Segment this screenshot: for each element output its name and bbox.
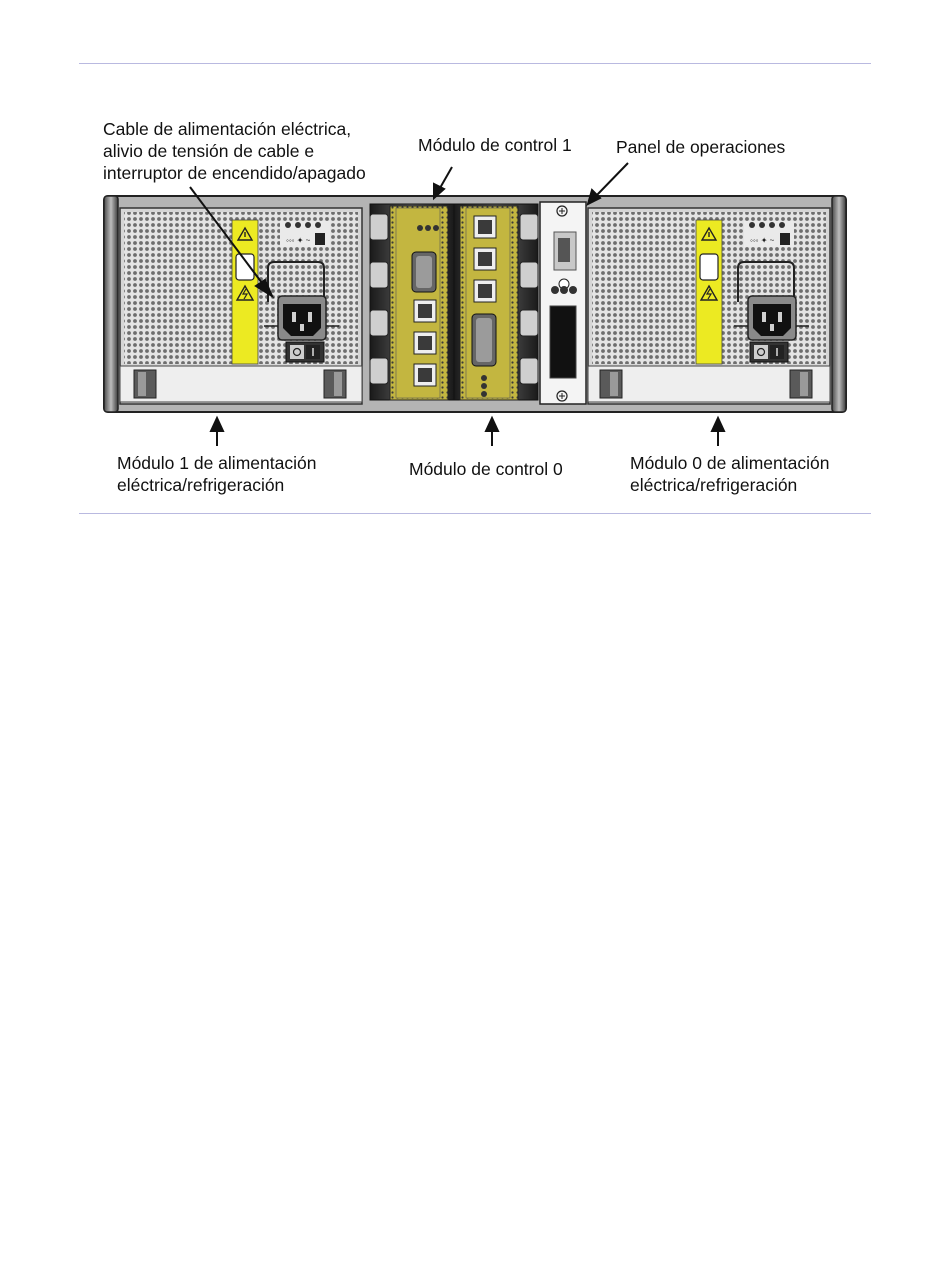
operations-panel	[540, 202, 586, 404]
callout-operations-panel: Panel de operaciones	[616, 137, 786, 157]
svg-text:◦◦◦ ✦ ~: ◦◦◦ ✦ ~	[286, 236, 311, 245]
serial-port-icon	[472, 314, 496, 366]
callout-psu-1: Módulo 1 de alimentación eléctrica/refrigeración	[117, 453, 317, 495]
psu-module-0	[588, 208, 830, 404]
ethernet-port-icon	[414, 300, 436, 386]
svg-text:◦◦◦ ✦ ~: ◦◦◦ ✦ ~	[750, 236, 775, 245]
rocker-switch-icon	[750, 342, 788, 362]
callout-psu-0: Módulo 0 de alimentación eléctrica/refrigeración	[630, 453, 830, 495]
serial-port-icon	[412, 252, 436, 292]
power-inlet-icon	[748, 296, 796, 340]
control-module-0	[454, 204, 538, 400]
rocker-switch-icon	[286, 342, 324, 362]
callout-power-cable: Cable de alimentación eléctrica, alivio de tensión de cable e interruptor de encendido/apagado	[103, 119, 366, 183]
power-inlet-icon	[278, 296, 326, 340]
control-module-1	[370, 204, 454, 400]
enclosure-rear-diagram	[0, 0, 950, 520]
callout-control-module-1: Módulo de control 1	[418, 135, 572, 155]
psu-module-1	[120, 208, 362, 404]
callout-control-module-0: Módulo de control 0	[409, 459, 563, 479]
ethernet-port-icon	[474, 216, 496, 302]
